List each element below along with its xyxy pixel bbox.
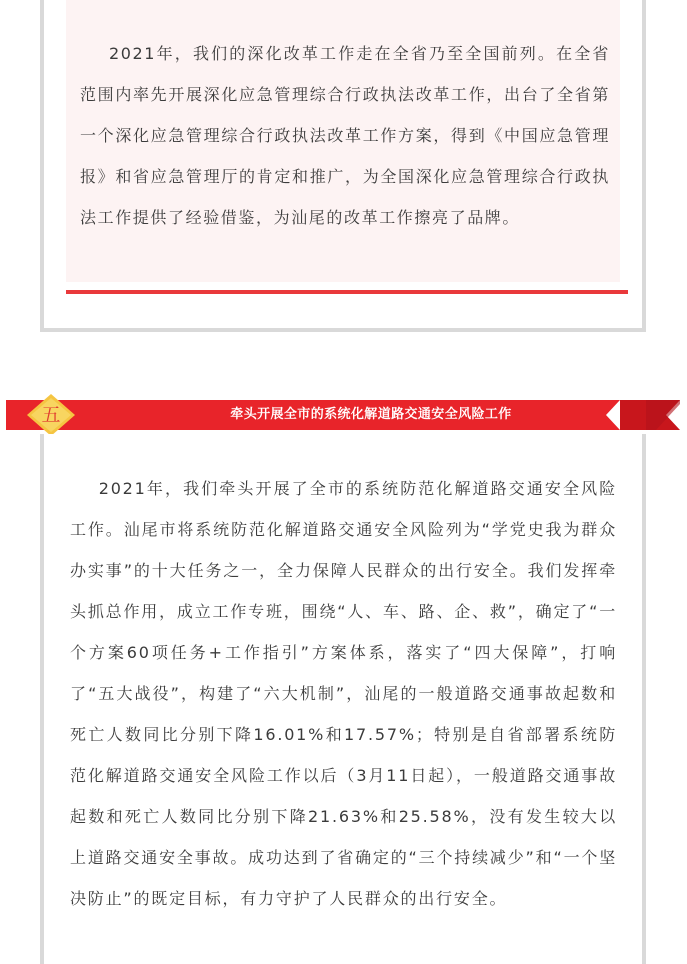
section-5-number: 五 (41, 404, 61, 426)
section-5-title: 牵头开展全市的系统化解道路交通安全风险工作 (230, 407, 512, 422)
section-4-paragraph: 2021年，我们的深化改革工作走在全省乃至全国前列。在全省范围内率先开展深化应急管理综合行政执法改革工作，出台了全省第一个深化应急管理综合行政执法改革工作方案，得到《中国应急管理报》和省应急管理厅的肯定和推广，为全国深化应急管理综合行政执法工作提供了经验借鉴，为汕尾的改革工作擦亮了品牌。 (80, 44, 610, 227)
section-5-banner (6, 396, 680, 434)
section-4-red-divider (66, 290, 628, 294)
section-5-paragraph: 2021年，我们牵头开展了全市的系统防范化解道路交通安全风险工作。汕尾市将系统防范化解道路交通安全风险列为“学党史我为群众办实事”的十大任务之一，全力保障人民群众的出行安全。我们发挥牵头抓总作用，成立工作专班，围绕“人、车、路、企、救”，确定了“一个方案60项任务+工作指引”方案体系，落实了“四大保障”，打响了“五大战役”，构建了“六大机制”，汕尾的一般道路交通事故起数和死亡人数同比分别下降16.01%和17.57%；特别是自省部署系统防范化解道路交通安全风险工作以后（3月11日起），一般道路交通事故起数和死亡人数同比分别下降21.63%和25.58%，没有发生较大以上道路交通安全事故。成功达到了省确定的“三个持续减少”和“一个坚决防止”的既定目标，有力守护了人民群众的出行安全。 (70, 479, 617, 908)
